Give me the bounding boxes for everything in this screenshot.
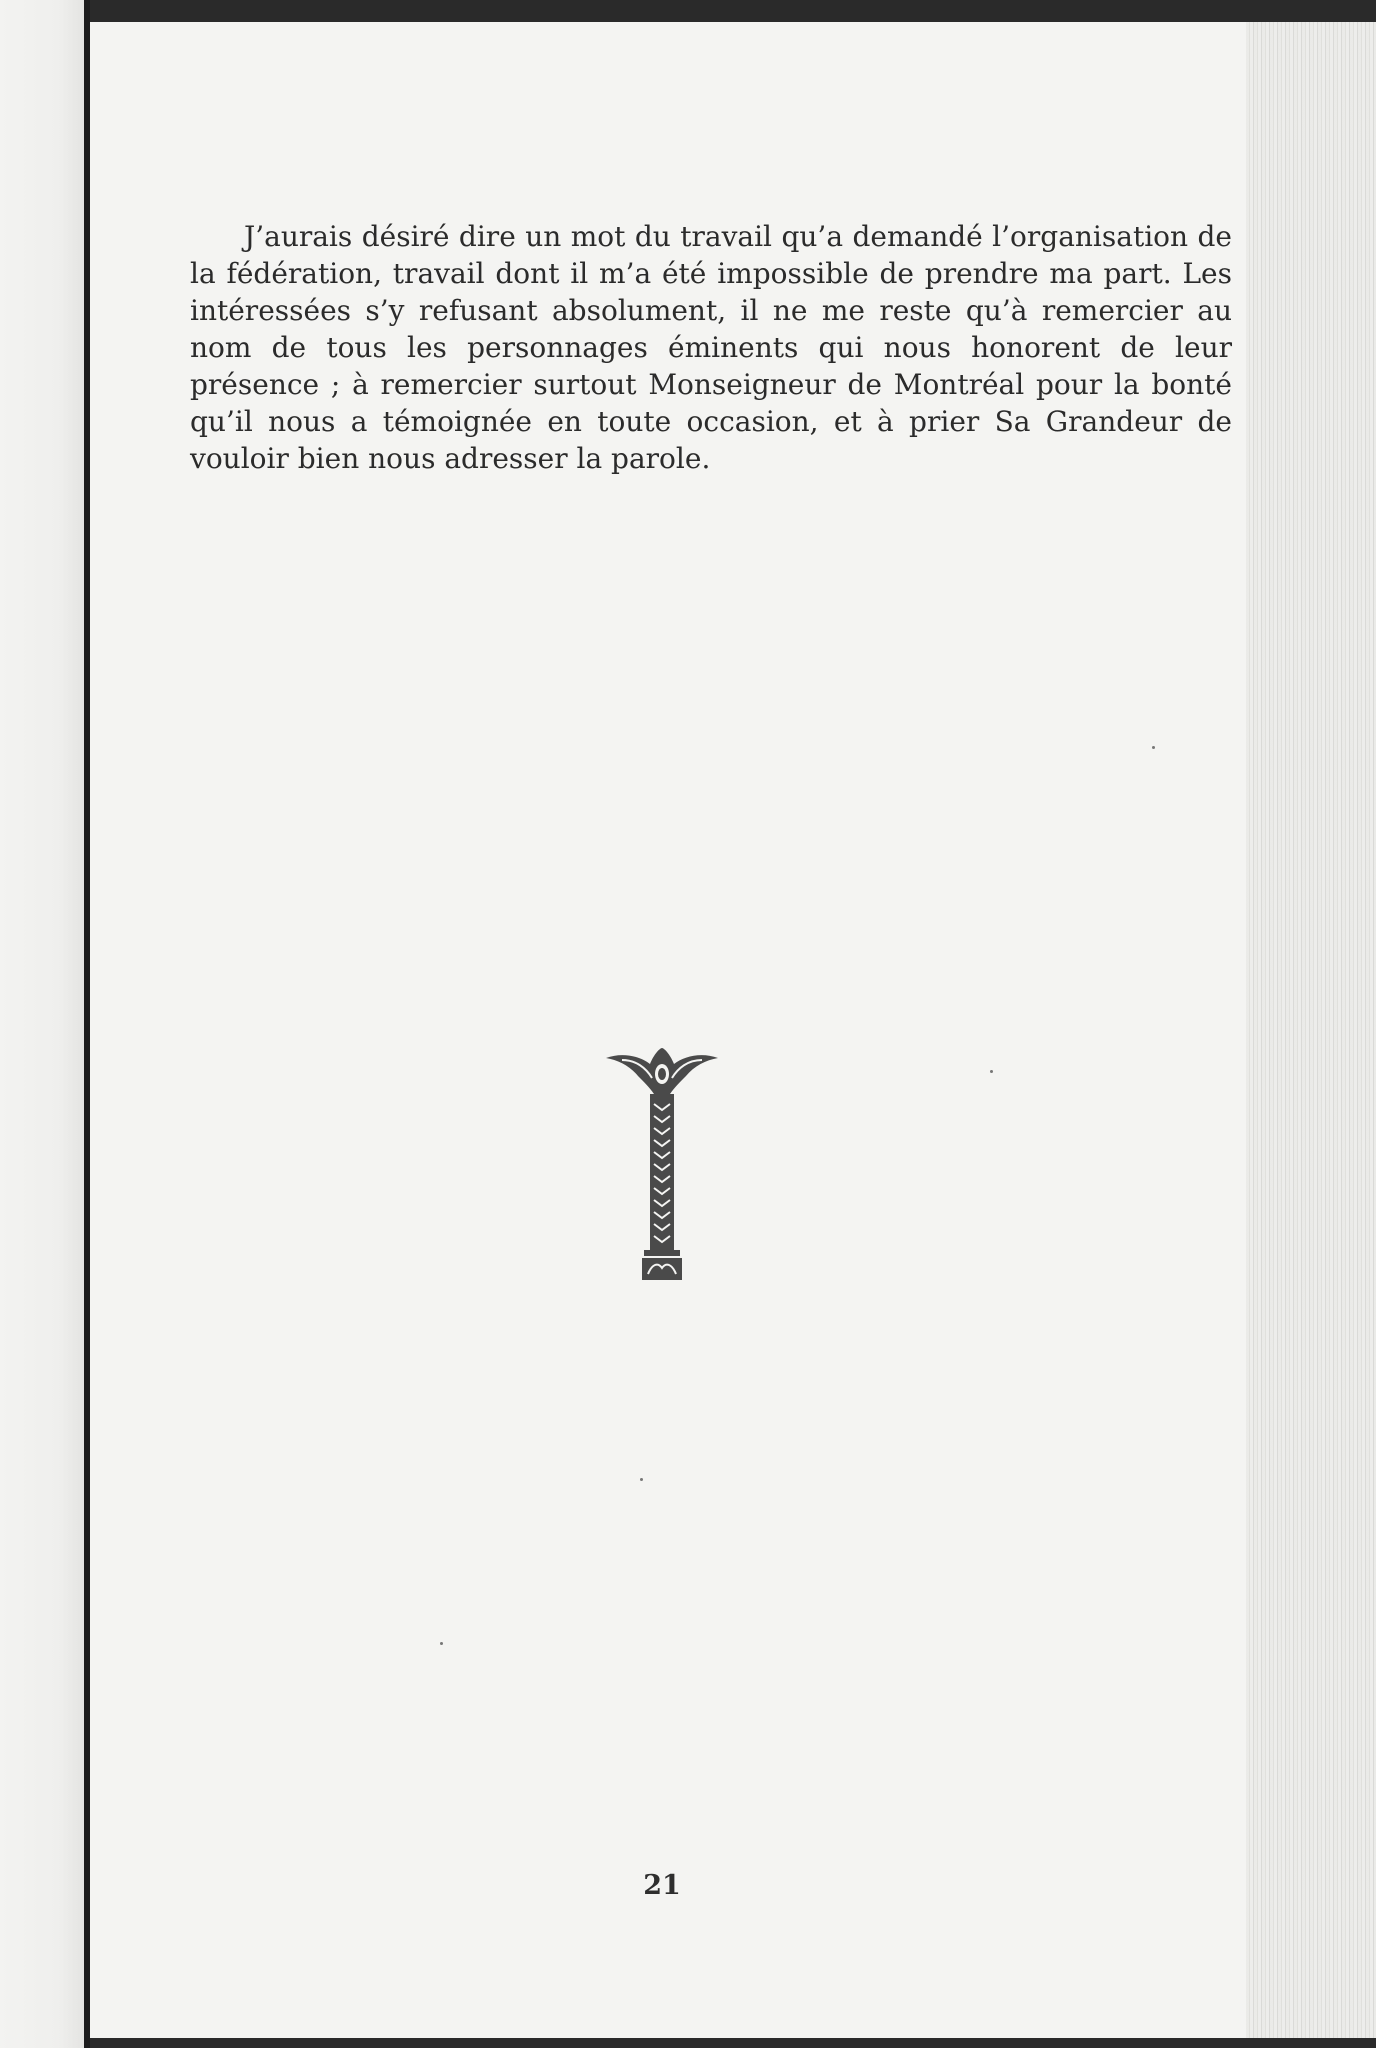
page-number: 21 bbox=[643, 1870, 681, 1901]
left-page-edge bbox=[0, 0, 84, 2048]
body-paragraph: J’aurais désiré dire un mot du travail qu’a demandé l’organisation de la fédération, travail dont il m’a été impossible de prendre ma part. Les intéressées s’y refusant absolument, il ne me reste qu’à remercier au nom de tous les personnages éminents qui nous honorent de leur présence ; à remercier surtout Monseigneur de Montréal pour la bonté qu’il nous a témoignée en toute occasion, et à prier Sa Grandeur de vouloir bien nous adresser la parole. bbox=[190, 220, 1232, 475]
page-fore-edge bbox=[1246, 22, 1376, 2038]
paper-speck bbox=[1152, 746, 1155, 749]
paper-speck bbox=[440, 1642, 443, 1645]
tailpiece-ornament-icon bbox=[602, 1044, 722, 1284]
book-page bbox=[90, 22, 1376, 2038]
paper-speck bbox=[640, 1478, 643, 1481]
paper-speck bbox=[990, 1070, 993, 1073]
